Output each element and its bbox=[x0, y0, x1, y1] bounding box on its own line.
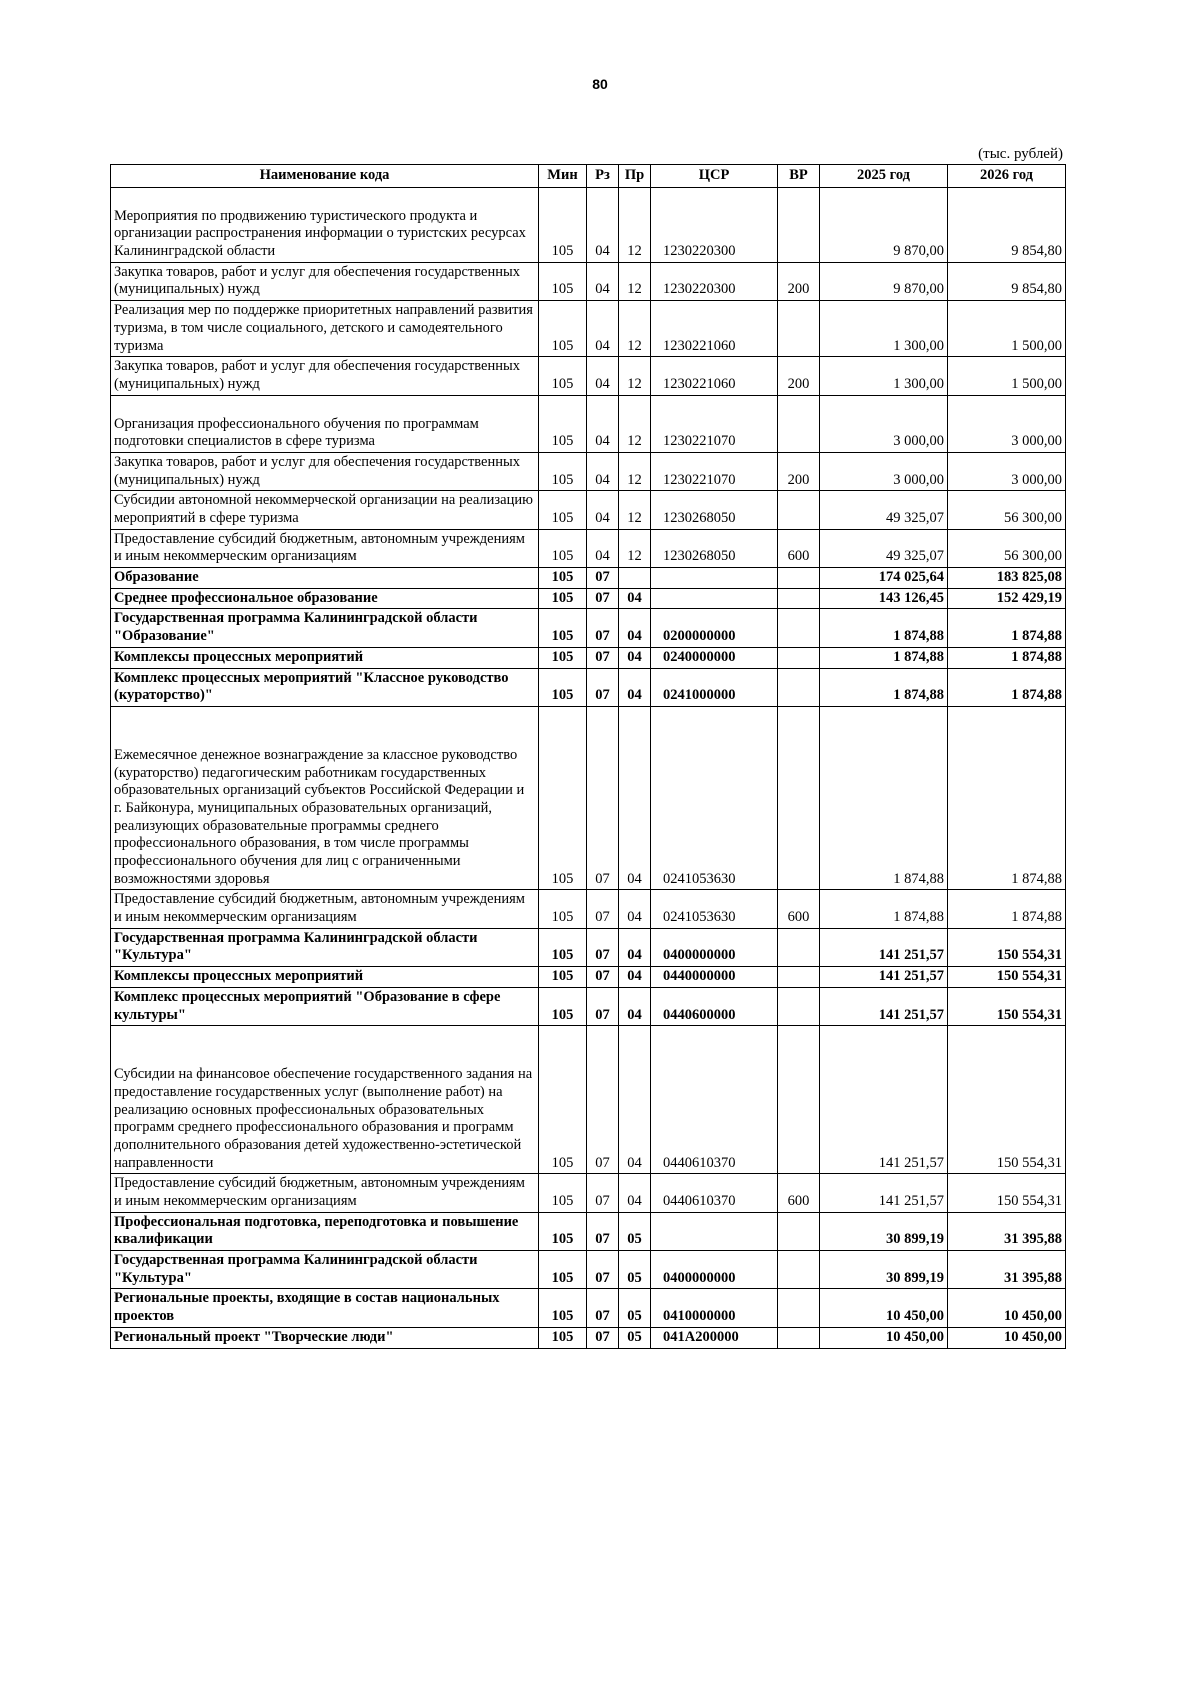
cell-min: 105 bbox=[539, 357, 587, 395]
cell-rz: 07 bbox=[587, 1327, 619, 1348]
cell-pr: 12 bbox=[619, 262, 651, 300]
cell-2025: 9 870,00 bbox=[820, 187, 948, 262]
header-vr: ВР bbox=[778, 165, 820, 188]
cell-name: Организация профессионального обучения по программам подготовки специалистов в сфере туризма bbox=[111, 395, 539, 452]
cell-pr: 12 bbox=[619, 395, 651, 452]
cell-rz: 07 bbox=[587, 1251, 619, 1289]
cell-pr: 04 bbox=[619, 668, 651, 706]
cell-pr: 12 bbox=[619, 187, 651, 262]
cell-min: 105 bbox=[539, 452, 587, 490]
cell-2026: 1 874,88 bbox=[948, 668, 1066, 706]
cell-2025: 1 874,88 bbox=[820, 668, 948, 706]
cell-pr: 12 bbox=[619, 491, 651, 529]
cell-2026: 9 854,80 bbox=[948, 262, 1066, 300]
cell-name: Предоставление субсидий бюджетным, автономным учреждениям и иным некоммерческим организациям bbox=[111, 529, 539, 567]
table-row bbox=[111, 1212, 1066, 1250]
cell-min: 105 bbox=[539, 588, 587, 609]
cell-min: 105 bbox=[539, 706, 587, 890]
cell-vr bbox=[778, 568, 820, 589]
cell-vr bbox=[778, 301, 820, 357]
table-row bbox=[111, 529, 1066, 567]
cell-2025: 1 874,88 bbox=[820, 609, 948, 647]
table-row bbox=[111, 568, 1066, 589]
cell-name: Закупка товаров, работ и услуг для обеспечения государственных (муниципальных) нужд bbox=[111, 357, 539, 395]
table-row bbox=[111, 1026, 1066, 1174]
table-row bbox=[111, 588, 1066, 609]
cell-name: Профессиональная подготовка, переподготовка и повышение квалификации bbox=[111, 1212, 539, 1250]
cell-2025: 49 325,07 bbox=[820, 491, 948, 529]
header-name: Наименование кода bbox=[111, 165, 539, 188]
cell-vr bbox=[778, 588, 820, 609]
table-row bbox=[111, 1289, 1066, 1327]
cell-csr: 0200000000 bbox=[651, 609, 778, 647]
cell-name: Государственная программа Калининградской области "Культура" bbox=[111, 1251, 539, 1289]
cell-pr: 04 bbox=[619, 890, 651, 928]
cell-name: Реализация мер по поддержке приоритетных направлений развития туризма, в том числе социального, детского и самодеятельного туризма bbox=[111, 301, 539, 357]
table-row bbox=[111, 1251, 1066, 1289]
cell-2026: 150 554,31 bbox=[948, 967, 1066, 988]
cell-csr: 0400000000 bbox=[651, 1251, 778, 1289]
cell-vr bbox=[778, 967, 820, 988]
cell-min: 105 bbox=[539, 609, 587, 647]
cell-name: Закупка товаров, работ и услуг для обеспечения государственных (муниципальных) нужд bbox=[111, 452, 539, 490]
cell-pr bbox=[619, 568, 651, 589]
cell-min: 105 bbox=[539, 1251, 587, 1289]
cell-min: 105 bbox=[539, 1026, 587, 1174]
cell-pr: 05 bbox=[619, 1289, 651, 1327]
cell-2026: 150 554,31 bbox=[948, 928, 1066, 966]
cell-2026: 1 500,00 bbox=[948, 301, 1066, 357]
cell-rz: 07 bbox=[587, 1212, 619, 1250]
cell-vr: 200 bbox=[778, 262, 820, 300]
cell-csr: 1230221060 bbox=[651, 301, 778, 357]
cell-2026: 3 000,00 bbox=[948, 452, 1066, 490]
cell-vr bbox=[778, 668, 820, 706]
cell-name: Региональные проекты, входящие в состав национальных проектов bbox=[111, 1289, 539, 1327]
cell-pr: 05 bbox=[619, 1212, 651, 1250]
cell-min: 105 bbox=[539, 187, 587, 262]
cell-rz: 07 bbox=[587, 987, 619, 1025]
cell-2026: 9 854,80 bbox=[948, 187, 1066, 262]
cell-min: 105 bbox=[539, 967, 587, 988]
cell-vr: 200 bbox=[778, 357, 820, 395]
cell-2025: 141 251,57 bbox=[820, 928, 948, 966]
cell-rz: 04 bbox=[587, 395, 619, 452]
cell-vr bbox=[778, 706, 820, 890]
cell-min: 105 bbox=[539, 1289, 587, 1327]
cell-rz: 04 bbox=[587, 357, 619, 395]
table-row bbox=[111, 1327, 1066, 1348]
header-2026: 2026 год bbox=[948, 165, 1066, 188]
table-row bbox=[111, 928, 1066, 966]
table-row bbox=[111, 609, 1066, 647]
table-header-row bbox=[111, 165, 1066, 188]
cell-csr: 0241053630 bbox=[651, 706, 778, 890]
cell-vr bbox=[778, 491, 820, 529]
cell-2026: 150 554,31 bbox=[948, 1026, 1066, 1174]
cell-2026: 3 000,00 bbox=[948, 395, 1066, 452]
cell-rz: 07 bbox=[587, 928, 619, 966]
cell-name: Субсидии автономной некоммерческой организации на реализацию мероприятий в сфере туризма bbox=[111, 491, 539, 529]
cell-rz: 07 bbox=[587, 609, 619, 647]
cell-csr: 0410000000 bbox=[651, 1289, 778, 1327]
cell-csr: 1230221060 bbox=[651, 357, 778, 395]
cell-pr: 04 bbox=[619, 647, 651, 668]
cell-rz: 07 bbox=[587, 967, 619, 988]
cell-vr bbox=[778, 928, 820, 966]
cell-vr: 600 bbox=[778, 1174, 820, 1212]
cell-rz: 04 bbox=[587, 491, 619, 529]
page-number: 80 bbox=[592, 76, 608, 92]
table-row bbox=[111, 357, 1066, 395]
cell-2025: 30 899,19 bbox=[820, 1251, 948, 1289]
table-row bbox=[111, 395, 1066, 452]
table-row bbox=[111, 890, 1066, 928]
cell-csr: 1230221070 bbox=[651, 452, 778, 490]
cell-csr bbox=[651, 588, 778, 609]
cell-csr: 1230221070 bbox=[651, 395, 778, 452]
cell-pr: 04 bbox=[619, 967, 651, 988]
cell-csr: 0400000000 bbox=[651, 928, 778, 966]
cell-name: Региональный проект "Творческие люди" bbox=[111, 1327, 539, 1348]
cell-2025: 174 025,64 bbox=[820, 568, 948, 589]
cell-pr: 04 bbox=[619, 609, 651, 647]
cell-name: Комплексы процессных мероприятий bbox=[111, 647, 539, 668]
cell-min: 105 bbox=[539, 890, 587, 928]
cell-min: 105 bbox=[539, 928, 587, 966]
cell-2025: 30 899,19 bbox=[820, 1212, 948, 1250]
cell-rz: 07 bbox=[587, 890, 619, 928]
cell-2026: 31 395,88 bbox=[948, 1251, 1066, 1289]
cell-2026: 150 554,31 bbox=[948, 1174, 1066, 1212]
cell-2026: 152 429,19 bbox=[948, 588, 1066, 609]
cell-vr bbox=[778, 1251, 820, 1289]
cell-rz: 04 bbox=[587, 187, 619, 262]
table-row bbox=[111, 1174, 1066, 1212]
cell-2025: 10 450,00 bbox=[820, 1327, 948, 1348]
table-row bbox=[111, 647, 1066, 668]
cell-2026: 56 300,00 bbox=[948, 491, 1066, 529]
cell-vr bbox=[778, 987, 820, 1025]
cell-min: 105 bbox=[539, 647, 587, 668]
cell-2025: 141 251,57 bbox=[820, 967, 948, 988]
cell-name: Государственная программа Калининградской области "Образование" bbox=[111, 609, 539, 647]
budget-table bbox=[110, 164, 1066, 1349]
cell-2026: 56 300,00 bbox=[948, 529, 1066, 567]
cell-pr: 04 bbox=[619, 928, 651, 966]
cell-min: 105 bbox=[539, 987, 587, 1025]
table-row bbox=[111, 668, 1066, 706]
cell-rz: 07 bbox=[587, 1174, 619, 1212]
cell-name: Ежемесячное денежное вознаграждение за классное руководство (кураторство) педагогическим работникам государственных образовательных организаций субъектов Российской Федерации и г. Байконура, муниципальных образовательных организаций, реализующих образовательные программы среднего профессионального образования, в том числе программы профессионального обучения для лиц с ограниченными возможностями здоровья bbox=[111, 706, 539, 890]
cell-2026: 1 874,88 bbox=[948, 609, 1066, 647]
cell-name: Комплексы процессных мероприятий bbox=[111, 967, 539, 988]
cell-name: Предоставление субсидий бюджетным, автономным учреждениям и иным некоммерческим организациям bbox=[111, 890, 539, 928]
cell-2025: 9 870,00 bbox=[820, 262, 948, 300]
cell-vr bbox=[778, 609, 820, 647]
cell-csr: 1230268050 bbox=[651, 529, 778, 567]
cell-rz: 07 bbox=[587, 1289, 619, 1327]
cell-name: Закупка товаров, работ и услуг для обеспечения государственных (муниципальных) нужд bbox=[111, 262, 539, 300]
header-csr: ЦСР bbox=[651, 165, 778, 188]
cell-min: 105 bbox=[539, 568, 587, 589]
cell-rz: 07 bbox=[587, 568, 619, 589]
cell-pr: 04 bbox=[619, 1174, 651, 1212]
table-row bbox=[111, 452, 1066, 490]
cell-2026: 183 825,08 bbox=[948, 568, 1066, 589]
cell-2025: 141 251,57 bbox=[820, 1026, 948, 1174]
cell-rz: 07 bbox=[587, 668, 619, 706]
table-row bbox=[111, 301, 1066, 357]
cell-2026: 10 450,00 bbox=[948, 1289, 1066, 1327]
cell-vr bbox=[778, 1212, 820, 1250]
header-pr: Пр bbox=[619, 165, 651, 188]
cell-2025: 10 450,00 bbox=[820, 1289, 948, 1327]
units-note: (тыс. рублей) bbox=[978, 146, 1063, 162]
cell-rz: 07 bbox=[587, 706, 619, 890]
cell-2025: 1 300,00 bbox=[820, 301, 948, 357]
cell-csr bbox=[651, 568, 778, 589]
cell-vr bbox=[778, 1327, 820, 1348]
cell-csr bbox=[651, 1212, 778, 1250]
cell-csr: 0440000000 bbox=[651, 967, 778, 988]
cell-min: 105 bbox=[539, 301, 587, 357]
cell-name: Образование bbox=[111, 568, 539, 589]
table-row bbox=[111, 987, 1066, 1025]
cell-min: 105 bbox=[539, 529, 587, 567]
cell-2025: 1 300,00 bbox=[820, 357, 948, 395]
cell-pr: 12 bbox=[619, 357, 651, 395]
table-row bbox=[111, 706, 1066, 890]
table-row bbox=[111, 262, 1066, 300]
cell-pr: 04 bbox=[619, 1026, 651, 1174]
cell-pr: 04 bbox=[619, 706, 651, 890]
header-rz: Рз bbox=[587, 165, 619, 188]
cell-rz: 07 bbox=[587, 647, 619, 668]
header-min: Мин bbox=[539, 165, 587, 188]
cell-csr: 0241000000 bbox=[651, 668, 778, 706]
cell-name: Комплекс процессных мероприятий "Образование в сфере культуры" bbox=[111, 987, 539, 1025]
cell-min: 105 bbox=[539, 491, 587, 529]
cell-vr bbox=[778, 1026, 820, 1174]
cell-pr: 05 bbox=[619, 1251, 651, 1289]
cell-name: Субсидии на финансовое обеспечение государственного задания на предоставление государственных услуг (выполнение работ) на реализацию основных профессиональных образовательных программ среднего профессионального образования и программ дополнительного образования детей художественно-эстетической направленности bbox=[111, 1026, 539, 1174]
table-row bbox=[111, 967, 1066, 988]
cell-min: 105 bbox=[539, 1212, 587, 1250]
cell-2025: 1 874,88 bbox=[820, 890, 948, 928]
cell-pr: 12 bbox=[619, 529, 651, 567]
cell-name: Предоставление субсидий бюджетным, автономным учреждениям и иным некоммерческим организациям bbox=[111, 1174, 539, 1212]
cell-name: Комплекс процессных мероприятий "Классное руководство (кураторство)" bbox=[111, 668, 539, 706]
header-2025: 2025 год bbox=[820, 165, 948, 188]
cell-rz: 04 bbox=[587, 301, 619, 357]
cell-2025: 1 874,88 bbox=[820, 706, 948, 890]
cell-csr: 1230268050 bbox=[651, 491, 778, 529]
cell-csr: 0440600000 bbox=[651, 987, 778, 1025]
cell-csr: 041А200000 bbox=[651, 1327, 778, 1348]
table-row bbox=[111, 187, 1066, 262]
cell-pr: 04 bbox=[619, 987, 651, 1025]
cell-csr: 1230220300 bbox=[651, 187, 778, 262]
cell-2026: 10 450,00 bbox=[948, 1327, 1066, 1348]
cell-2025: 1 874,88 bbox=[820, 647, 948, 668]
cell-2026: 1 500,00 bbox=[948, 357, 1066, 395]
cell-vr bbox=[778, 1289, 820, 1327]
cell-vr bbox=[778, 187, 820, 262]
table-row bbox=[111, 491, 1066, 529]
cell-2025: 143 126,45 bbox=[820, 588, 948, 609]
cell-csr: 0240000000 bbox=[651, 647, 778, 668]
cell-vr: 600 bbox=[778, 529, 820, 567]
cell-csr: 1230220300 bbox=[651, 262, 778, 300]
cell-2025: 141 251,57 bbox=[820, 1174, 948, 1212]
cell-2026: 1 874,88 bbox=[948, 706, 1066, 890]
cell-csr: 0241053630 bbox=[651, 890, 778, 928]
cell-2026: 1 874,88 bbox=[948, 647, 1066, 668]
cell-rz: 04 bbox=[587, 262, 619, 300]
cell-rz: 07 bbox=[587, 588, 619, 609]
cell-min: 105 bbox=[539, 262, 587, 300]
cell-2025: 3 000,00 bbox=[820, 452, 948, 490]
cell-min: 105 bbox=[539, 1174, 587, 1212]
cell-min: 105 bbox=[539, 395, 587, 452]
cell-csr: 0440610370 bbox=[651, 1026, 778, 1174]
table-body bbox=[111, 187, 1066, 1348]
cell-2026: 31 395,88 bbox=[948, 1212, 1066, 1250]
cell-csr: 0440610370 bbox=[651, 1174, 778, 1212]
cell-name: Мероприятия по продвижению туристического продукта и организации распространения информации о туристских ресурсах Калининградской области bbox=[111, 187, 539, 262]
cell-2026: 1 874,88 bbox=[948, 890, 1066, 928]
cell-pr: 12 bbox=[619, 301, 651, 357]
cell-min: 105 bbox=[539, 668, 587, 706]
cell-rz: 04 bbox=[587, 529, 619, 567]
cell-vr bbox=[778, 395, 820, 452]
cell-vr bbox=[778, 647, 820, 668]
cell-pr: 05 bbox=[619, 1327, 651, 1348]
cell-vr: 200 bbox=[778, 452, 820, 490]
cell-pr: 04 bbox=[619, 588, 651, 609]
cell-min: 105 bbox=[539, 1327, 587, 1348]
cell-2026: 150 554,31 bbox=[948, 987, 1066, 1025]
cell-2025: 49 325,07 bbox=[820, 529, 948, 567]
cell-vr: 600 bbox=[778, 890, 820, 928]
cell-rz: 04 bbox=[587, 452, 619, 490]
cell-rz: 07 bbox=[587, 1026, 619, 1174]
cell-2025: 3 000,00 bbox=[820, 395, 948, 452]
cell-name: Государственная программа Калининградской области "Культура" bbox=[111, 928, 539, 966]
cell-name: Среднее профессиональное образование bbox=[111, 588, 539, 609]
cell-2025: 141 251,57 bbox=[820, 987, 948, 1025]
cell-pr: 12 bbox=[619, 452, 651, 490]
